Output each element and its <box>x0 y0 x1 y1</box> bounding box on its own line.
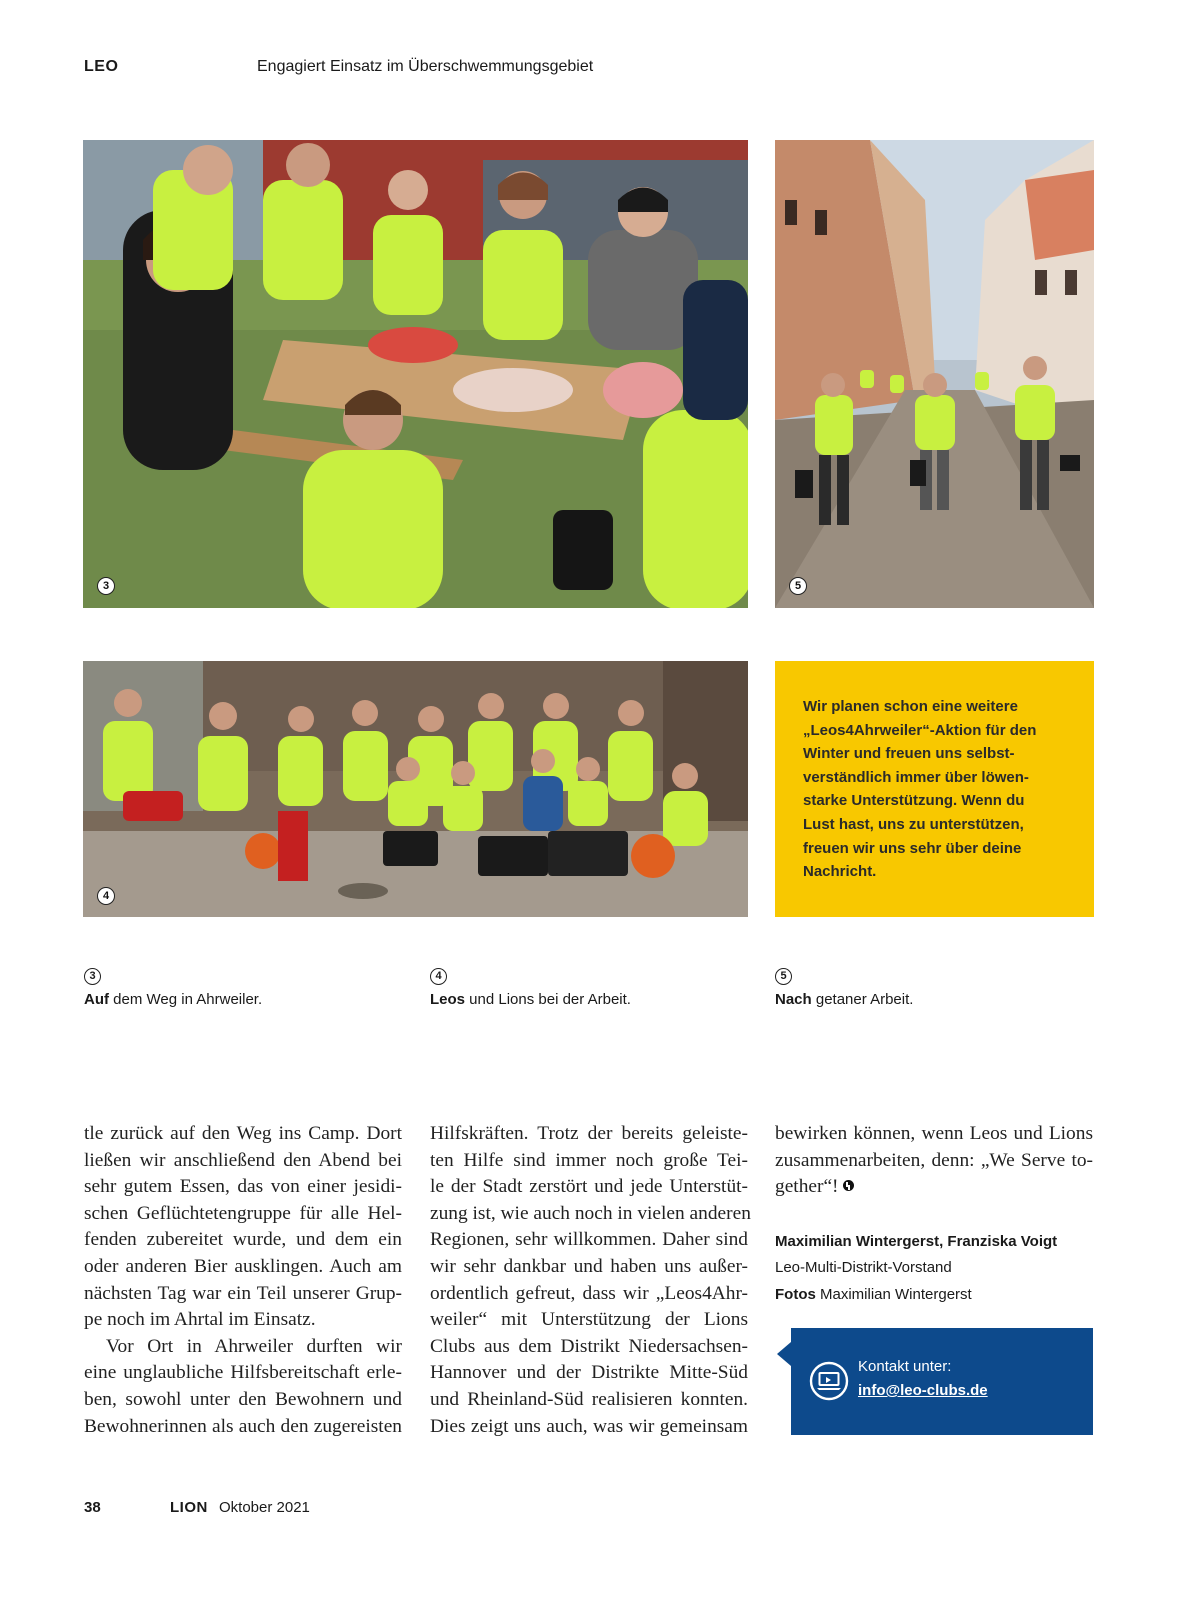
contact-box <box>791 1328 1093 1435</box>
body-line: oder anderen Bier ausklingen. Auch am <box>84 1255 402 1277</box>
caption-text <box>84 991 404 1008</box>
body-line: Regionen, sehr willkommen. Daher sind <box>430 1229 748 1251</box>
photo-credit <box>775 1286 972 1303</box>
body-line: gether“! <box>775 1176 839 1198</box>
caption-text <box>775 991 1095 1008</box>
photo-street-walk-image <box>775 140 1094 608</box>
photo-group-picnic <box>83 140 748 608</box>
info-box-line: Lust hast, uns zu unterstützen, <box>803 815 1024 833</box>
photo-number-5: 5 <box>789 577 807 595</box>
caption-bold: Leos <box>430 991 466 1008</box>
photo-group-tools-image <box>83 661 748 917</box>
photo-credit-label: Fotos <box>775 1286 816 1303</box>
body-line: wir sehr dankbar und haben uns außer- <box>430 1255 748 1277</box>
body-line: nächsten Tag war ein Teil unserer Grup- <box>84 1282 402 1304</box>
info-box-line: Wir planen schon eine weitere <box>803 698 1018 715</box>
body-line: Hannover und der Distrikte Mitte-Süd <box>430 1362 748 1384</box>
info-box-line: „Leos4Ahrweiler“-Aktion für den <box>803 721 1037 739</box>
author-names: Maximilian Wintergerst, Franziska Voigt <box>775 1233 1058 1250</box>
caption-text <box>430 991 750 1008</box>
body-line: Hilfskräften. Trotz der bereits geleiste- <box>430 1123 748 1144</box>
body-column-3 <box>775 1121 1093 1201</box>
photo-group-tools <box>83 661 748 917</box>
header-title: Engagiert Einsatz im Überschwemmungsgebiet <box>257 58 594 75</box>
caption-number: 3 <box>84 968 101 985</box>
body-line-end <box>775 1174 1093 1201</box>
caption-bold: Auf <box>84 991 109 1008</box>
body-line: weiler“ mit Unterstützung der Lions <box>430 1309 748 1331</box>
body-line: Dies zeigt uns auch, was wir gemeinsam <box>430 1415 748 1437</box>
caption-5 <box>775 966 1095 1008</box>
caption-number: 4 <box>430 968 447 985</box>
body-line: sehr gutem Essen, das von einer jesidi- <box>84 1176 402 1198</box>
body-line: ließen wir anschließend den Abend bei <box>84 1149 402 1171</box>
body-line: schen Geflüchtetengruppe für alle Hel- <box>84 1202 402 1224</box>
photo-group-picnic-image <box>83 140 748 608</box>
info-box-line: verständlich immer über löwen- <box>803 768 1029 786</box>
photo-credit-name: Maximilian Wintergerst <box>815 1286 972 1303</box>
body-line: ten Hilfe sind immer noch große Tei- <box>430 1149 748 1171</box>
body-line: fenden zubereitet wurde, und dem ein <box>84 1229 402 1251</box>
body-line: Clubs aus dem Distrikt Niedersachsen- <box>430 1335 748 1357</box>
caption-bold: Nach <box>775 991 812 1008</box>
info-box-line: Winter und freuen uns selbst- <box>803 745 1015 763</box>
body-column-2 <box>430 1121 751 1440</box>
caption-rest: dem Weg in Ahrweiler. <box>109 991 263 1008</box>
photo-number-3: 3 <box>97 577 115 595</box>
laptop-icon <box>809 1361 849 1401</box>
body-line: ben, sowohl unter den Bewohnern und <box>84 1388 402 1410</box>
photo-number-4: 4 <box>97 887 115 905</box>
body-column-1 <box>84 1121 402 1440</box>
caption-number: 5 <box>775 968 792 985</box>
body-line: und Rheinland-Süd realisieren konnten. <box>430 1388 748 1410</box>
info-box-line: Nachricht. <box>803 863 877 881</box>
caption-rest: und Lions bei der Arbeit. <box>465 991 631 1008</box>
contact-email-link[interactable]: info@leo-clubs.de <box>858 1382 988 1399</box>
page-number: 38 <box>84 1499 101 1516</box>
body-line: bewirken können, wenn Leos und Lions <box>775 1123 1093 1144</box>
issue-date: Oktober 2021 <box>219 1499 310 1516</box>
info-box <box>775 661 1094 917</box>
section-label: LEO <box>84 58 119 75</box>
info-box-line: starke Unterstützung. Wenn du <box>803 792 1025 810</box>
body-line: le der Stadt zerstört und jede Unterstüt- <box>430 1176 748 1198</box>
magazine-name: LION <box>170 1499 208 1516</box>
body-line: tle zurück auf den Weg ins Camp. Dort <box>84 1123 402 1144</box>
info-box-line: freuen wir uns sehr über deine <box>803 839 1022 857</box>
lion-end-icon <box>843 1180 854 1191</box>
author-role: Leo-Multi-Distrikt-Vorstand <box>775 1259 952 1276</box>
caption-rest: getaner Arbeit. <box>811 991 914 1008</box>
body-line: eine unglaubliche Hilfsbereitschaft erle- <box>84 1362 402 1384</box>
body-line: zusammenarbeiten, denn: „We Serve to- <box>775 1149 1093 1171</box>
body-line: pe noch im Ahrtal im Einsatz. <box>84 1309 316 1331</box>
body-line: zung ist, wie auch noch in vielen anderen <box>430 1202 751 1224</box>
caption-3 <box>84 966 404 1008</box>
body-line: ordentlich gefreut, dass wir „Leos4Ahr- <box>430 1282 748 1304</box>
caption-4 <box>430 966 750 1008</box>
body-line: Vor Ort in Ahrweiler durften wir <box>106 1335 402 1357</box>
contact-label: Kontakt unter: <box>858 1358 952 1375</box>
body-line: Bewohnerinnen als auch den zugereisten <box>84 1415 402 1437</box>
photo-street-walk <box>775 140 1094 608</box>
